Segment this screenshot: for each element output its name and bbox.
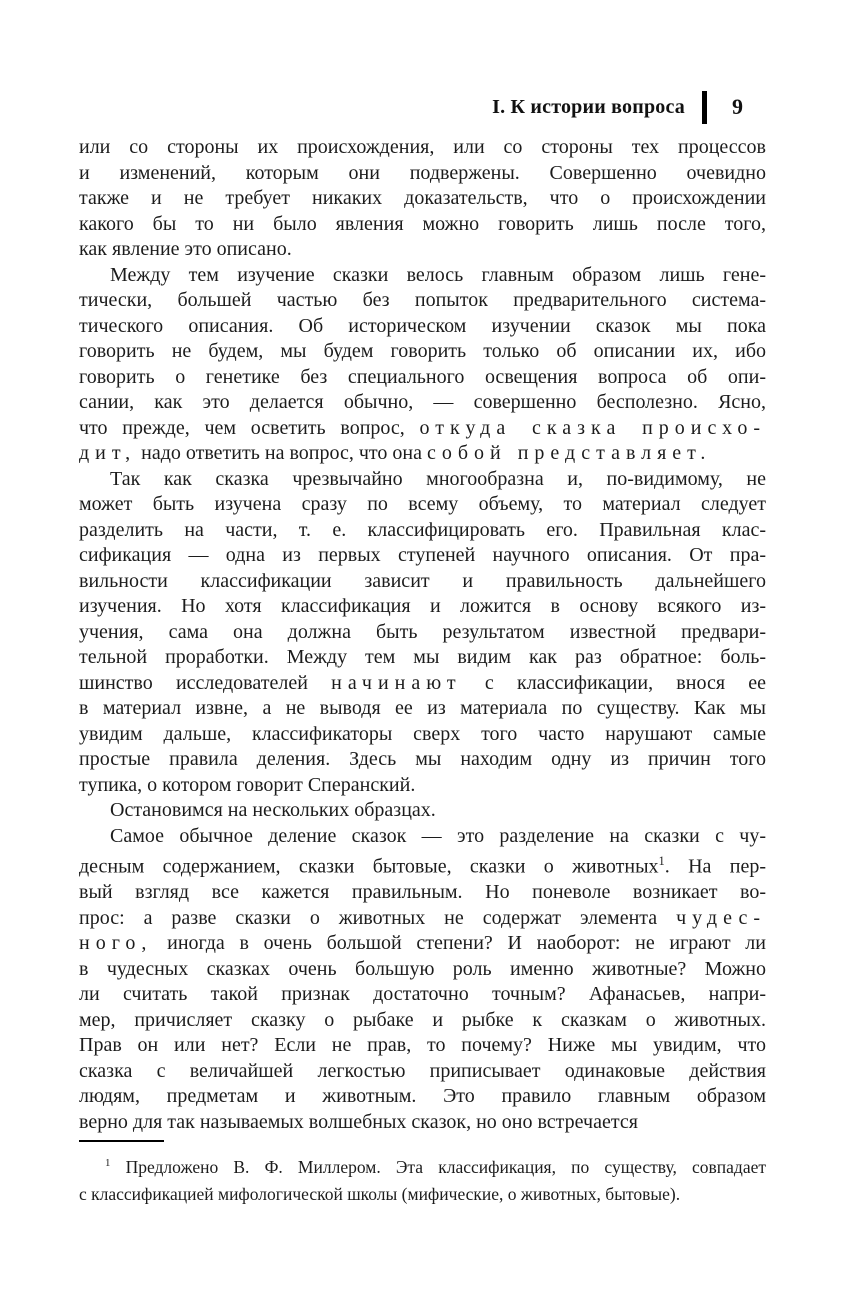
- text-line: [79, 957, 766, 983]
- text-run: иногда в очень большой степени? И наоборот: не играют ли: [152, 932, 766, 955]
- footnote-reference: 1: [105, 1157, 111, 1169]
- text-line: [79, 569, 766, 595]
- text-run: или со стороны их происхождения, или со стороны тех процессов: [79, 136, 766, 158]
- text-run: разделить на части, т. е. классифицировать его. Правильная клас-: [79, 518, 766, 541]
- text-line: [79, 263, 766, 289]
- text-line: [79, 671, 766, 697]
- page-number: 9: [732, 94, 743, 119]
- text-line: [79, 1150, 766, 1181]
- text-line: [79, 773, 766, 799]
- text-line: [79, 880, 766, 906]
- text-run: в материал извне, а не выводя ее из материала по существу. Как мы: [79, 697, 766, 719]
- text-line: [79, 237, 766, 263]
- text-run: вильности классификации зависит и правильность дальнейшего: [79, 569, 766, 592]
- text-line: [79, 906, 766, 932]
- text-run: также и не требует никаких доказательств, что о происхождении: [79, 187, 766, 209]
- text-line: [79, 1008, 766, 1034]
- text-run: верно для так называемых волшебных сказок, но оно встречается: [79, 1110, 638, 1133]
- text-line: [79, 798, 766, 824]
- text-run: говорить о генетике без специального освещения вопроса об опи-: [79, 365, 766, 388]
- text-run: начинают: [331, 671, 462, 694]
- text-line: [79, 288, 766, 314]
- text-run: тупика, о котором говорит Сперанский.: [79, 773, 416, 796]
- text-run: людям, предметам и животным. Это правило главным образом: [79, 1085, 766, 1108]
- text-line: [79, 365, 766, 391]
- text-line: [79, 824, 766, 850]
- text-run: чудес-: [676, 906, 766, 929]
- text-run: изучения. Но хотя классификация и ложится в основу всякого из-: [79, 595, 766, 617]
- text-run: простые правила деления. Здесь мы находим одну из причин того: [79, 748, 766, 770]
- text-run: прос: а разве сказки о животных не содержат элемента: [79, 906, 677, 929]
- text-line: [79, 747, 766, 773]
- text-line: [79, 1181, 766, 1208]
- text-line: [79, 314, 766, 340]
- running-header: [79, 90, 766, 124]
- header-divider: [702, 91, 707, 124]
- text-run: . На пер-: [664, 855, 766, 878]
- paragraph: [79, 824, 766, 1136]
- text-line: [79, 467, 766, 493]
- text-line: [79, 186, 766, 212]
- text-run: как явление это описано.: [79, 238, 292, 260]
- text-line: [79, 212, 766, 238]
- text-line: [79, 1110, 766, 1136]
- text-line: [79, 492, 766, 518]
- text-run: тически, большей частью без попыток предварительного система-: [79, 289, 766, 311]
- text-line: [79, 722, 766, 748]
- text-run: может быть изучена сразу по всему объему, то материал следует: [79, 493, 766, 515]
- footnote-text: [79, 1150, 766, 1208]
- text-run: какого бы то ни было явления можно говорить лишь после того,: [79, 212, 766, 235]
- paragraph: [79, 798, 766, 824]
- body-text: [79, 135, 766, 1135]
- text-run: десным содержанием, сказки бытовые, сказки о животных: [79, 855, 659, 878]
- text-line: [79, 696, 766, 722]
- text-run: Остановимся на нескольких образцах.: [110, 799, 436, 821]
- text-line: [79, 594, 766, 620]
- text-run: с классификацией мифологической школы (мифические, о животных, бытовые).: [79, 1183, 681, 1204]
- text-line: [79, 416, 766, 442]
- text-run: шинство исследователей: [79, 671, 332, 694]
- footnote-separator: [79, 1140, 164, 1142]
- paragraph: [79, 263, 766, 467]
- text-run: вый взгляд все кажется правильным. Но поневоле возникает во-: [79, 881, 766, 904]
- text-run: и изменений, которым они подвержены. Совершенно очевидно: [79, 161, 766, 184]
- text-run: тического описания. Об историческом изучении сказок мы пока: [79, 314, 766, 337]
- text-line: [79, 620, 766, 646]
- text-line: [79, 982, 766, 1008]
- text-run: Самое обычное деление сказок — это разделение на сказки с чу-: [110, 824, 766, 847]
- text-line: [79, 931, 766, 957]
- text-line: [79, 135, 766, 161]
- footnote: [79, 1140, 766, 1208]
- text-run: ного,: [79, 932, 153, 955]
- text-run: сификация — одна из первых ступеней научного описания. От пра-: [79, 544, 766, 566]
- paragraph: [79, 467, 766, 799]
- text-run: увидим дальше, классификаторы сверх того часто нарушают самые: [79, 722, 766, 745]
- text-line: [79, 339, 766, 365]
- text-run: Так как сказка чрезвычайно многообразна и, по-видимому, не: [110, 467, 766, 490]
- text-run: собой представляет.: [426, 442, 712, 464]
- text-line: [79, 849, 766, 880]
- paragraph: [79, 135, 766, 263]
- text-line: [79, 1084, 766, 1110]
- text-run: с классификации, внося ее: [461, 671, 766, 694]
- paragraph: [79, 1150, 766, 1208]
- text-line: [79, 645, 766, 671]
- text-run: Предложено В. Ф. Миллером. Эта классификация, по существу, совпадает: [110, 1156, 766, 1177]
- text-line: [79, 1059, 766, 1085]
- text-line: [79, 390, 766, 416]
- page-content: [79, 0, 766, 1135]
- text-run: дит,: [79, 442, 137, 464]
- text-run: говорить не будем, мы будем говорить только об описании их, ибо: [79, 340, 766, 362]
- text-line: [79, 161, 766, 187]
- text-run: Прав он или нет? Если не прав, то почему? Ниже мы увидим, что: [79, 1034, 766, 1057]
- text-line: [79, 441, 766, 467]
- text-run: сказка с величайшей легкостью приписывает одинаковые действия: [79, 1059, 766, 1082]
- text-run: что прежде, чем осветить вопрос,: [79, 416, 420, 439]
- text-run: Между тем изучение сказки велось главным образом лишь гене-: [110, 263, 766, 286]
- text-run: ли считать такой признак достаточно точным? Афанасьев, напри-: [79, 983, 766, 1006]
- text-run: сании, как это делается обычно, — совершенно бесполезно. Ясно,: [79, 391, 766, 413]
- text-run: мер, причисляет сказку о рыбаке и рыбке к сказкам о животных.: [79, 1008, 766, 1031]
- text-run: в чудесных сказках очень большую роль именно животные? Можно: [79, 957, 766, 980]
- text-run: учения, сама она должна быть результатом известной предвари-: [79, 620, 766, 643]
- text-line: [79, 518, 766, 544]
- footnote-reference: 1: [658, 854, 665, 868]
- text-line: [79, 1033, 766, 1059]
- text-run: откуда сказка происхо-: [419, 416, 766, 439]
- text-line: [79, 543, 766, 569]
- chapter-title: I. К истории вопроса: [492, 95, 685, 118]
- text-run: надо ответить на вопрос, что она: [136, 442, 427, 464]
- text-run: тельной проработки. Между тем мы видим как раз обратное: боль-: [79, 646, 766, 668]
